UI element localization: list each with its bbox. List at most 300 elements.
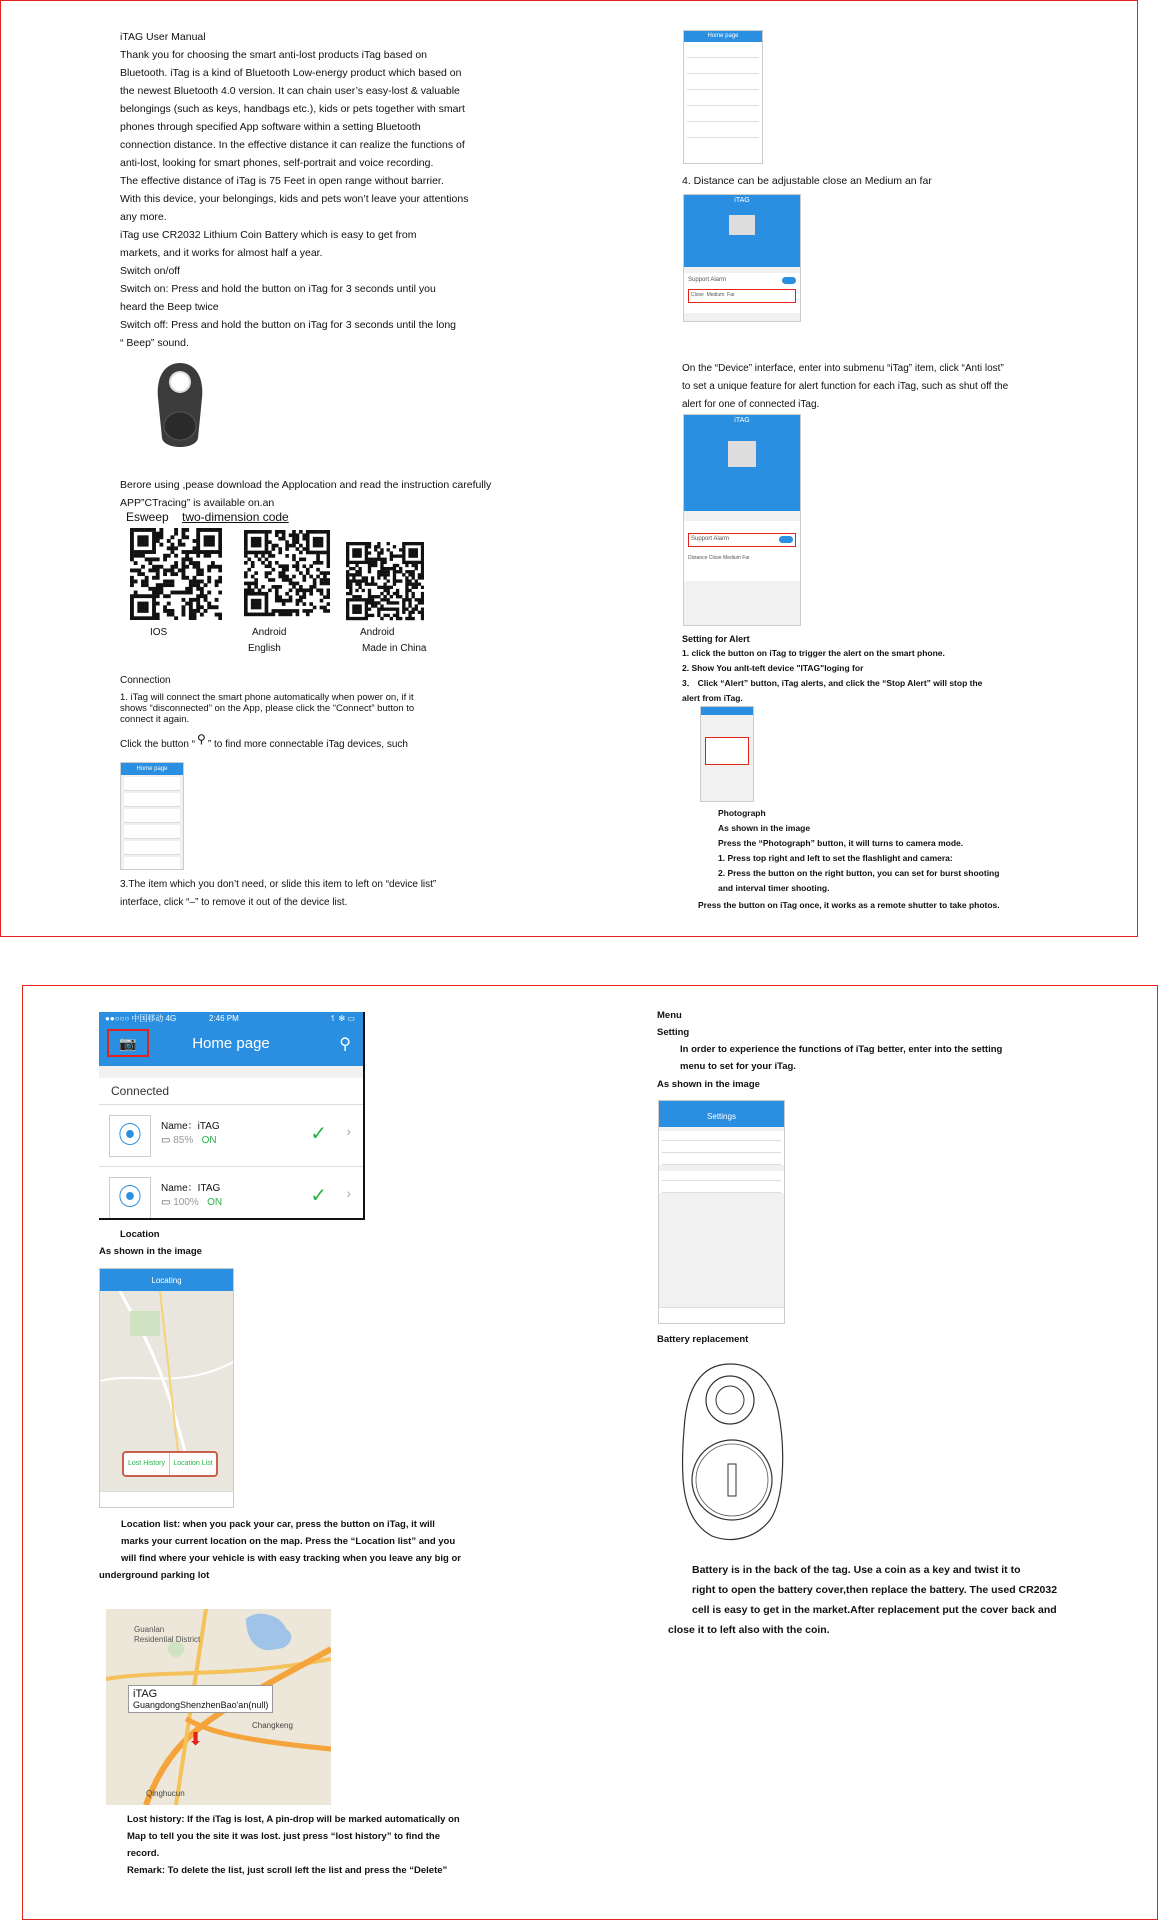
- qr-module: [211, 535, 215, 539]
- qr-module: [182, 598, 186, 602]
- device-row-2[interactable]: ⦿ Name：ITAG ▭ 100% ON ✓ ›: [99, 1167, 363, 1220]
- qr-module: [200, 550, 204, 554]
- qr-module: [313, 537, 317, 541]
- qr-module: [141, 609, 145, 613]
- qr-module: [316, 575, 320, 579]
- qr-module: [261, 551, 265, 555]
- qr-module: [421, 611, 424, 614]
- qr-module: [368, 601, 371, 604]
- qr-module: [358, 604, 361, 607]
- qr-module: [390, 551, 393, 554]
- qr-module: [399, 548, 402, 551]
- qr-module: [196, 609, 200, 613]
- qr-module: [320, 537, 324, 541]
- qr-module: [358, 554, 361, 557]
- qr-module: [134, 591, 138, 595]
- qr-module: [412, 564, 415, 567]
- qr-module: [349, 573, 352, 576]
- qr-module: [393, 554, 396, 557]
- qr-module: [196, 580, 200, 584]
- qr-module: [207, 565, 211, 569]
- qr-module: [285, 609, 289, 613]
- qr-module: [278, 595, 282, 599]
- qr-module: [365, 601, 368, 604]
- qr-module: [355, 598, 358, 601]
- qr-module: [141, 539, 145, 543]
- qr-module: [346, 551, 349, 554]
- qr-module: [346, 545, 349, 548]
- qr-module: [387, 589, 390, 592]
- qr-module: [390, 558, 393, 561]
- qr-module: [418, 561, 421, 564]
- qr-module: [145, 580, 149, 584]
- qr-module: [327, 558, 330, 562]
- qr-module: [244, 595, 248, 599]
- qr-module: [152, 594, 156, 598]
- qr-module: [244, 533, 248, 537]
- qr-module: [309, 551, 313, 555]
- qr-module: [247, 530, 251, 534]
- qr-sublabel-china: Made in China: [362, 643, 427, 654]
- qr-module: [368, 551, 371, 554]
- qr-module: [415, 551, 418, 554]
- qr-module: [258, 530, 262, 534]
- qr-module: [196, 598, 200, 602]
- qr-module: [396, 570, 399, 573]
- location-list-button[interactable]: Location List: [173, 1460, 213, 1467]
- qr-module: [412, 583, 415, 586]
- qr-module: [415, 598, 418, 601]
- qr-module: [327, 540, 330, 544]
- qr-module: [362, 598, 365, 601]
- qr-module: [390, 608, 393, 611]
- qr-module: [383, 586, 386, 589]
- qr-module: [130, 568, 134, 572]
- support-alarm-box[interactable]: Support Alarm: [688, 533, 796, 547]
- qr-module: [306, 551, 310, 555]
- qr-module: [365, 608, 368, 611]
- support-alarm-label: Support Alarm: [688, 277, 727, 283]
- qr-module: [352, 561, 355, 564]
- qr-module: [421, 573, 424, 576]
- qr-module: [289, 588, 293, 592]
- qr-module: [296, 533, 300, 537]
- qr-module: [285, 564, 289, 568]
- qr-module: [275, 599, 279, 603]
- qr-module: [323, 551, 327, 555]
- qr-module: [278, 585, 282, 589]
- qr-module: [368, 598, 371, 601]
- qr-module: [167, 568, 171, 572]
- qr-module: [258, 551, 262, 555]
- qr-module: [251, 613, 255, 617]
- qr-module: [247, 588, 251, 592]
- device-list-screenshot-small: Home page: [120, 762, 184, 870]
- qr-module: [137, 535, 141, 539]
- qr-module: [148, 550, 152, 554]
- qr-module: [387, 608, 390, 611]
- qr-module: [278, 564, 282, 568]
- qr-module: [299, 599, 303, 603]
- distance-adjust-text: 4. Distance can be adjustable close an Medium an far: [682, 175, 932, 187]
- qr-module: [152, 535, 156, 539]
- qr-module: [265, 533, 269, 537]
- qr-module: [368, 614, 371, 617]
- qr-module: [323, 606, 327, 610]
- qr-module: [316, 530, 320, 534]
- qr-module: [196, 565, 200, 569]
- qr-module: [265, 540, 269, 544]
- qr-module: [387, 570, 390, 573]
- qr-module: [134, 568, 138, 572]
- qr-module: [130, 539, 134, 543]
- qr-module: [299, 551, 303, 555]
- qr-module: [130, 609, 134, 613]
- qr-module: [159, 528, 163, 532]
- qr-module: [152, 546, 156, 550]
- qr-module: [251, 551, 255, 555]
- qr-module: [141, 602, 145, 606]
- qr-module: [408, 614, 411, 617]
- qr-module: [323, 595, 327, 599]
- qr-module: [251, 606, 255, 610]
- qr-module: [393, 545, 396, 548]
- qr-module: [170, 580, 174, 584]
- search-icon: ⚲: [197, 732, 206, 746]
- qr-module: [374, 604, 377, 607]
- qr-module: [145, 609, 149, 613]
- qr-module: [200, 613, 204, 617]
- qr-module: [412, 576, 415, 579]
- qr-module: [377, 551, 380, 554]
- qr-module: [130, 576, 134, 580]
- qr-module: [152, 609, 156, 613]
- qr-module: [399, 567, 402, 570]
- qr-module: [196, 594, 200, 598]
- qr-module: [323, 575, 327, 579]
- qr-module: [204, 543, 208, 547]
- qr-module: [405, 570, 408, 573]
- qr-module: [163, 594, 167, 598]
- qr-module: [365, 558, 368, 561]
- qr-module: [152, 532, 156, 536]
- qr-module: [365, 617, 368, 620]
- qr-module: [148, 568, 152, 572]
- qr-module: [145, 576, 149, 580]
- qr-module: [374, 583, 377, 586]
- qr-module: [313, 561, 317, 565]
- qr-module: [405, 586, 408, 589]
- qr-module: [292, 575, 296, 579]
- qr-module: [193, 616, 197, 620]
- qr-module: [383, 595, 386, 598]
- qr-module: [383, 583, 386, 586]
- qr-module: [408, 583, 411, 586]
- qr-module: [415, 554, 418, 557]
- qr-module: [145, 528, 149, 532]
- qr-module: [265, 592, 269, 596]
- remove-item-text: 3.The item which you don’t need, or slide this item to left on “device list” interface, click “–” to remove it out of the device list.: [120, 879, 437, 908]
- qr-module: [178, 543, 182, 547]
- qr-module: [282, 568, 286, 572]
- qr-module: [327, 592, 330, 596]
- qr-module: [254, 544, 258, 548]
- check-icon: ✓: [310, 1123, 327, 1145]
- qr-module: [130, 557, 134, 561]
- qr-module: [268, 561, 272, 565]
- qr-module: [415, 548, 418, 551]
- qr-module: [327, 571, 330, 575]
- qr-module: [302, 578, 306, 582]
- qr-module: [204, 550, 208, 554]
- qr-module: [130, 616, 134, 620]
- qr-module: [380, 617, 383, 620]
- qr-module: [313, 578, 317, 582]
- alert-heading: Setting for Alert: [682, 634, 750, 644]
- device-screenshot-distance: [683, 194, 801, 322]
- qr-module: [167, 539, 171, 543]
- qr-module: [377, 554, 380, 557]
- qr-module: [258, 606, 262, 610]
- qr-module: [189, 602, 193, 606]
- qr-module: [415, 542, 418, 545]
- qr-module: [170, 583, 174, 587]
- qr-module: [327, 544, 330, 548]
- device-interface-text: On the “Device” interface, enter into submenu “iTag” item, click “Anti lost” to set a unique feature for alert function for each iTag, such as shut off the alert for one of connected iTag.: [682, 363, 1009, 410]
- qr-module: [254, 530, 258, 534]
- qr-module: [182, 572, 186, 576]
- qr-module: [189, 616, 193, 620]
- qr-module: [204, 539, 208, 543]
- qr-module: [408, 561, 411, 564]
- map-pin-icon: ⬇: [188, 1729, 204, 1749]
- alarm-toggle[interactable]: [782, 277, 796, 284]
- qr-module: [292, 554, 296, 558]
- qr-module: [251, 588, 255, 592]
- qr-module: [399, 579, 402, 582]
- qr-module: [327, 602, 330, 606]
- qr-module: [352, 576, 355, 579]
- camera-button[interactable]: [107, 1029, 149, 1057]
- qr-module: [196, 561, 200, 565]
- qr-module: [289, 595, 293, 599]
- qr-module: [374, 561, 377, 564]
- qr-module: [251, 530, 255, 534]
- qr-module: [254, 571, 258, 575]
- qr-module: [377, 611, 380, 614]
- qr-module: [247, 585, 251, 589]
- qr-module: [156, 576, 160, 580]
- qr-module: [275, 544, 279, 548]
- qr-module: [355, 573, 358, 576]
- qr-module: [408, 551, 411, 554]
- qr-module: [218, 580, 222, 584]
- qr-module: [387, 592, 390, 595]
- qr-module: [387, 567, 390, 570]
- qr-module: [148, 528, 152, 532]
- qr-module: [170, 609, 174, 613]
- qr-module: [383, 598, 386, 601]
- qr-module: [387, 601, 390, 604]
- qr-module: [261, 613, 265, 617]
- lost-history-button[interactable]: Lost History: [124, 1453, 170, 1475]
- qr-module: [302, 595, 306, 599]
- qr-module: [380, 608, 383, 611]
- qr-module: [352, 554, 355, 557]
- qr-module: [268, 551, 272, 555]
- qr-module: [387, 579, 390, 582]
- qr-module: [174, 528, 178, 532]
- qr-module: [402, 608, 405, 611]
- qr-module: [365, 583, 368, 586]
- qr-module: [134, 554, 138, 558]
- qr-module: [327, 564, 330, 568]
- qr-module: [365, 548, 368, 551]
- qr-module: [299, 530, 303, 534]
- qr-module: [362, 617, 365, 620]
- qr-module: [377, 586, 380, 589]
- qr-module: [396, 554, 399, 557]
- qr-module: [418, 611, 421, 614]
- qr-module: [306, 588, 310, 592]
- qr-module: [182, 535, 186, 539]
- qr-module: [371, 601, 374, 604]
- qr-module: [137, 539, 141, 543]
- qr-module: [320, 592, 324, 596]
- qr-module: [278, 547, 282, 551]
- home-page-screenshot: ●●○○○ 中国移动 4G 2:46 PM ↿ ✻ ▭ 📷 Home page ⚲ Connected ⦿ Name：iTAG ▭ 85% ON ✓ › ⦿ Name：ITAG ▭ 100% ON ✓ ›: [99, 1012, 365, 1220]
- qr-module: [408, 617, 411, 620]
- qr-module: [152, 543, 156, 547]
- photograph-remote-shutter: Press the button on iTag once, it works as a remote shutter to take photos.: [698, 900, 1000, 910]
- qr-module: [152, 557, 156, 561]
- qr-module: [362, 561, 365, 564]
- qr-module: [167, 609, 171, 613]
- qr-module: [358, 548, 361, 551]
- connected-heading: Connected: [99, 1078, 363, 1105]
- qr-module: [346, 617, 349, 620]
- qr-module: [215, 528, 219, 532]
- qr-module: [163, 554, 167, 558]
- qr-module: [380, 592, 383, 595]
- qr-module: [371, 579, 374, 582]
- map-info-bubble: iTAG GuangdongShenzhenBao'an(null): [128, 1685, 273, 1713]
- qr-module: [244, 530, 248, 534]
- qr-module: [272, 568, 276, 572]
- qr-module: [254, 551, 258, 555]
- camera-icon: 📷: [119, 1035, 137, 1051]
- qr-module: [402, 601, 405, 604]
- qr-module: [299, 544, 303, 548]
- qr-module: [156, 572, 160, 576]
- qr-module: [393, 614, 396, 617]
- qr-module: [196, 528, 200, 532]
- qr-module: [196, 587, 200, 591]
- device-row-1[interactable]: ⦿ Name：iTAG ▭ 85% ON ✓ ›: [99, 1105, 363, 1167]
- search-icon[interactable]: ⚲: [339, 1036, 351, 1053]
- qr-module: [200, 572, 204, 576]
- qr-module: [320, 588, 324, 592]
- qr-module: [163, 572, 167, 576]
- qr-module: [182, 591, 186, 595]
- qr-module: [302, 609, 306, 613]
- qr-module: [261, 530, 265, 534]
- qr-module: [408, 611, 411, 614]
- qr-module: [393, 570, 396, 573]
- qr-module: [408, 604, 411, 607]
- qr-module: [130, 532, 134, 536]
- qr-module: [352, 551, 355, 554]
- qr-module: [377, 570, 380, 573]
- qr-module: [355, 595, 358, 598]
- qr-module: [327, 578, 330, 582]
- qr-module: [282, 530, 286, 534]
- qr-module: [421, 542, 424, 545]
- qr-module: [244, 540, 248, 544]
- qr-module: [352, 598, 355, 601]
- qr-module: [327, 588, 330, 592]
- qr-module: [254, 554, 258, 558]
- qr-module: [182, 550, 186, 554]
- qr-module: [327, 530, 330, 534]
- qr-module: [387, 548, 390, 551]
- qr-module: [368, 561, 371, 564]
- qr-module: [374, 545, 377, 548]
- qr-module: [189, 583, 193, 587]
- qr-module: [265, 558, 269, 562]
- qr-module: [306, 530, 310, 534]
- qr-module: [399, 570, 402, 573]
- qr-module: [358, 598, 361, 601]
- qr-module: [261, 554, 265, 558]
- qr-module: [396, 589, 399, 592]
- qr-module: [380, 564, 383, 567]
- distance-slider-box[interactable]: Close Medium Far: [688, 289, 796, 303]
- lost-history-text: Lost history: If the iTag is lost, A pin-drop will be marked automatically on Map to tell you the site it was lost. just press “lost history” to find the record. Remark: To delete the list, just scroll left the list and press the “Delete”: [127, 1814, 460, 1876]
- qr-module: [365, 579, 368, 582]
- qr-module: [278, 613, 282, 617]
- itag-icon: ⦿: [109, 1177, 151, 1219]
- qr-module: [130, 605, 134, 609]
- qr-module: [396, 611, 399, 614]
- locating-screenshot: Locating Lost History Location List: [99, 1268, 234, 1508]
- qr-module: [134, 580, 138, 584]
- qr-module: [275, 585, 279, 589]
- qr-module: [306, 613, 310, 617]
- qr-module: [200, 568, 204, 572]
- qr-module: [141, 565, 145, 569]
- qr-module: [275, 595, 279, 599]
- qr-module: [247, 558, 251, 562]
- qr-module: [349, 561, 352, 564]
- qr-module: [207, 528, 211, 532]
- qr-module: [365, 561, 368, 564]
- qr-module: [182, 543, 186, 547]
- qr-module: [193, 561, 197, 565]
- qr-module: [421, 598, 424, 601]
- qr-module: [316, 551, 320, 555]
- qr-module: [368, 608, 371, 611]
- qr-module: [244, 582, 248, 586]
- qr-module: [141, 572, 145, 576]
- qr-module: [189, 591, 193, 595]
- qr-module: [193, 565, 197, 569]
- two-dimension-code-label: two-dimension code: [182, 510, 289, 524]
- qr-module: [399, 595, 402, 598]
- esweep-label: Esweep: [126, 510, 169, 524]
- qr-module: [292, 544, 296, 548]
- qr-module: [380, 570, 383, 573]
